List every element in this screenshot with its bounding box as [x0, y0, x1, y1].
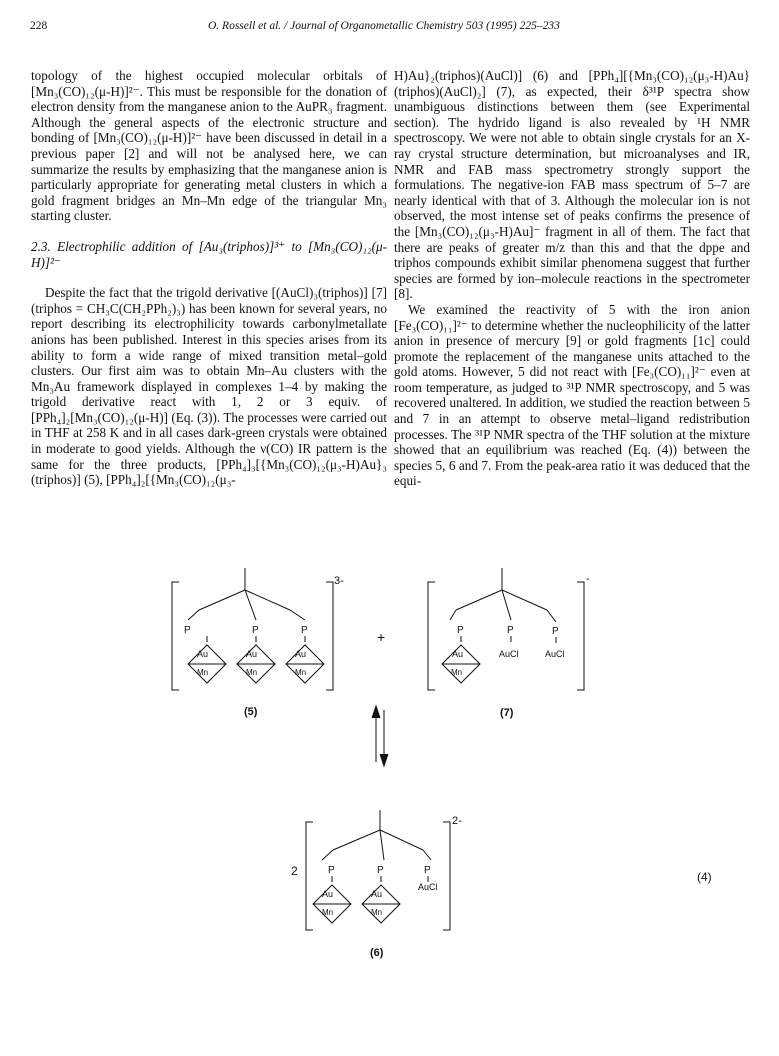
p-atom: P	[301, 625, 308, 636]
p-atom: P	[552, 626, 559, 637]
paragraph: topology of the highest occupied molecular orbitals of [Mn₃(CO)₁₂(μ-H)]²⁻. This must be responsible for the donation of electron density from the manganese anion to the AuPR₃ fragment. Although the general aspects of the electronic structure and bonding of [Mn₃(CO)₁₂(μ-H)]²⁻ have been discussed in detail in a previous paper [2] and will not be analysed here, we can summarize the results by emphasizing that the manganese anion is particularly appropriate for generating metal clusters in which a gold fragment bridges an Mn–Mn edge of the triangular Mn₃ starting cluster.	[31, 68, 387, 224]
mn-atom: Mn	[295, 668, 307, 677]
p-atom: P	[328, 865, 335, 876]
mn-atom: Mn	[246, 668, 258, 677]
paragraph: H)Au}₂(triphos)(AuCl)] (6) and [PPh₄][{Mn₃(CO)₁₂(μ₃-H)Au}(triphos)(AuCl)₂] (7), as expected, their δ³¹P spectra show unambiguous distinctions between them (see Experimental section). The hydrido ligand is also revealed by ¹H NMR spectroscopy. We were not able to obtain single crystals for an X-ray crystal structure determination, but microanalyses and IR, NMR and FAB mass spectrometry strongly support the formulations. The negative-ion FAB mass spectrum of 5–7 are nearly identical with that of 3. Although the molecular ion is not observed, the most intense set of peaks confirms the presence of the [Mn₃(CO)₁₂(μ₃-H)Au]⁻ fragment in all of them. The fact that there are peaks of greater m/z than this and that the dppe and triphos compounds exhibit similar phenomena suggest that further species are formed by ion–molecule reactions in the spectrometer [8].	[394, 68, 750, 302]
p-atom: P	[252, 625, 259, 636]
section-heading: 2.3. Electrophilic addition of [Au₃(triphos)]³⁺ to [Mn₃(CO)₁₂(μ-H)]²⁻	[31, 238, 387, 270]
plus-sign: +	[377, 629, 386, 645]
charge-5: 3-	[334, 575, 344, 587]
aucl-group: AuCl	[545, 649, 565, 659]
charge-6: 2-	[452, 815, 462, 827]
right-column	[394, 68, 750, 489]
mn-atom: Mn	[371, 908, 383, 917]
p-atom: P	[507, 625, 514, 636]
aucl-group: AuCl	[499, 649, 519, 659]
charge-7: -	[586, 573, 590, 585]
page-number: 228	[30, 20, 48, 32]
aucl-group: AuCl	[418, 882, 438, 892]
au-atom: Au	[197, 649, 209, 659]
mn-atom: Mn	[451, 668, 463, 677]
mn-atom: Mn	[197, 668, 209, 677]
reaction-scheme	[0, 560, 779, 980]
au-atom: Au	[322, 889, 334, 899]
running-header: O. Rossell et al. / Journal of Organometallic Chemistry 503 (1995) 225–233	[208, 20, 560, 32]
p-atom: P	[377, 865, 384, 876]
mn-atom: Mn	[322, 908, 334, 917]
p-atom: P	[457, 625, 464, 636]
au-atom: Au	[371, 889, 383, 899]
paragraph: Despite the fact that the trigold derivative [(AuCl)₃(triphos)] [7] (triphos = CH₃C(CH₂PPh₂)₃) has been known for several years, no report describing its electrophilicity towards carbonylmetallate anions has been published. Interest in this species arises from its ability to form a wide range of mixed transition metal–gold clusters. Our first aim was to obtain Mn–Au clusters with the Mn₃Au framework displayed in complexes 1–4 by making the trigold derivative react with 1, 2 or 3 equiv. of [PPh₄]₂[Mn₃(CO)₁₂(μ-H)] (Eq. (3)). The processes were carried out in THF at 258 K and in all cases dark-green crystals were obtained in moderate to good yields. Although the ν(CO) IR pattern is the same for the three products, [PPh₄]₃[{Mn₃(CO)₁₂(μ₃-H)Au}₃ (triphos)] (5), [PPh₄]₂[{Mn₃(CO)₁₂(μ₃-	[31, 285, 387, 488]
p-atom: P	[424, 865, 431, 876]
coefficient-6: 2	[291, 864, 298, 878]
paragraph: We examined the reactivity of 5 with the iron anion [Fe₃(CO)₁₁]²⁻ to determine whether the nucleophilicity of the latter anion in presence of mercury [9] or gold fragments [1c] could promote the replacement of the manganese units attached to the gold atoms. However, 5 did not react with [Fe₃(CO)₁₁]²⁻ even at room temperature, as judged to ³¹P NMR spectroscopy, and 5 was recovered unaltered. In addition, we studied the reaction between 5 and 7 in an attempt to observe metal–ligand redistribution processes. The ³¹P NMR spectra of the THF solution at the mixture showed that an equilibrium was reached (Eq. (4)) between the species 5, 6 and 7. From the peak-area ratio it was deduced that the equi-	[394, 301, 750, 489]
au-atom: Au	[452, 649, 464, 659]
au-atom: Au	[295, 649, 307, 659]
label-6: (6)	[370, 947, 384, 959]
equation-number: (4)	[697, 870, 712, 884]
label-5: (5)	[244, 706, 258, 718]
equilibrium-arrows	[372, 706, 388, 766]
p-atom: P	[184, 625, 191, 636]
left-column	[31, 68, 387, 488]
au-atom: Au	[246, 649, 258, 659]
label-7: (7)	[500, 707, 514, 719]
